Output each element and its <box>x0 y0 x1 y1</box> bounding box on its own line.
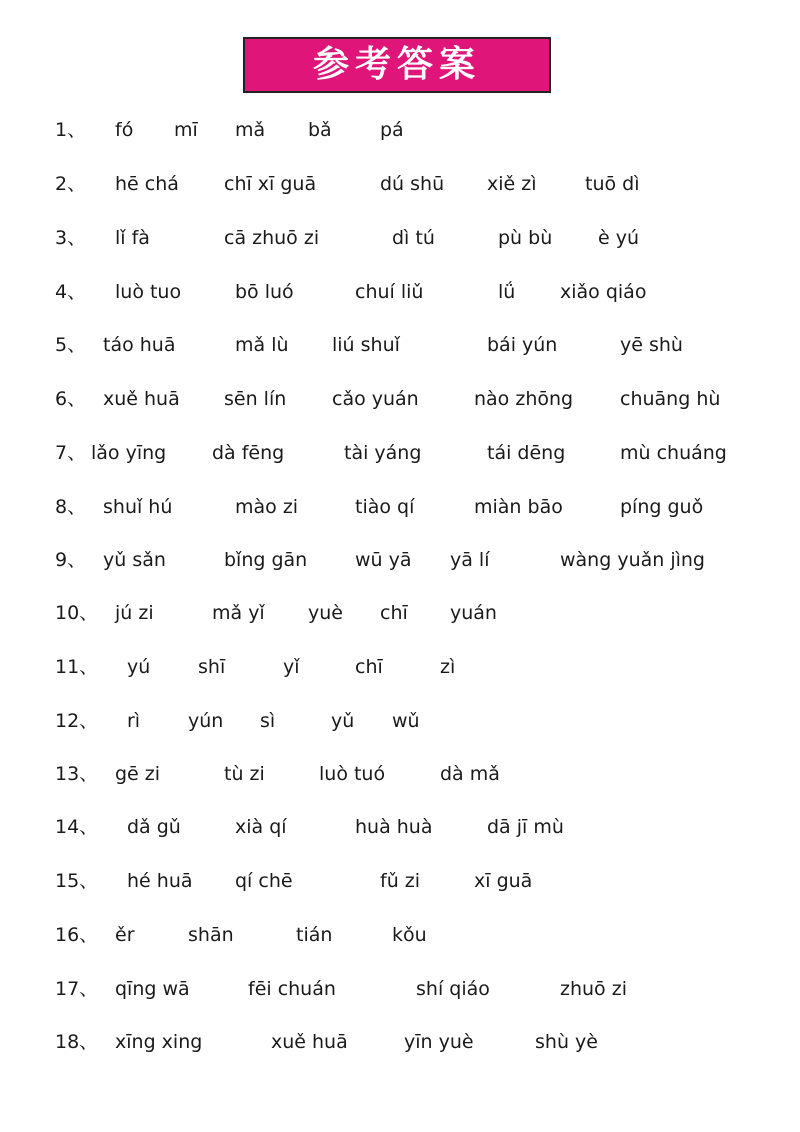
answer-row <box>0 652 800 682</box>
pinyin-item: hé huā <box>127 870 193 892</box>
pinyin-item: yún <box>188 710 224 732</box>
answer-number: 7、 <box>55 442 87 464</box>
pinyin-item: dà fēng <box>212 442 285 464</box>
pinyin-item: fēi chuán <box>248 978 336 1000</box>
pinyin-item: shù yè <box>535 1031 598 1053</box>
answer-number: 3、 <box>55 227 87 249</box>
answer-row <box>0 438 800 468</box>
pinyin-item: yē shù <box>620 334 683 356</box>
pinyin-item: tuō dì <box>585 173 640 195</box>
pinyin-item: hē chá <box>115 173 179 195</box>
pinyin-item: yuè <box>308 602 343 624</box>
pinyin-item: bō luó <box>235 281 294 303</box>
pinyin-item: zhuō zi <box>560 978 627 1000</box>
pinyin-item: xiě zì <box>487 173 537 195</box>
pinyin-item: bái yún <box>487 334 558 356</box>
answer-number: 16、 <box>55 924 99 946</box>
pinyin-item: shí qiáo <box>416 978 490 1000</box>
answer-row <box>0 223 800 253</box>
pinyin-item: tián <box>296 924 333 946</box>
pinyin-item: fǔ zi <box>380 870 421 892</box>
answer-row <box>0 1027 800 1057</box>
pinyin-item: shān <box>188 924 234 946</box>
pinyin-item: liú shuǐ <box>332 334 400 356</box>
pinyin-item: dì tú <box>392 227 435 249</box>
answer-number: 11、 <box>55 656 99 678</box>
answer-row <box>0 277 800 307</box>
pinyin-item: huà huà <box>355 816 433 838</box>
pinyin-item: xī guā <box>474 870 533 892</box>
answer-number: 17、 <box>55 978 99 1000</box>
pinyin-item: miàn bāo <box>474 496 563 518</box>
pinyin-item: yǔ <box>331 710 355 732</box>
answer-number: 15、 <box>55 870 99 892</box>
pinyin-item: kǒu <box>392 924 427 946</box>
answer-number: 8、 <box>55 496 87 518</box>
pinyin-item: luò tuó <box>319 763 386 785</box>
pinyin-item: mǎ yǐ <box>212 602 265 624</box>
answer-row <box>0 330 800 360</box>
pinyin-item: táo huā <box>103 334 176 356</box>
pinyin-item: xuě huā <box>271 1031 348 1053</box>
pinyin-item: xiǎo qiáo <box>560 281 647 303</box>
pinyin-item: sì <box>260 710 276 732</box>
pinyin-item: yā lí <box>450 549 490 571</box>
pinyin-item: chī xī guā <box>224 173 317 195</box>
pinyin-item: shī <box>198 656 226 678</box>
answer-row <box>0 759 800 789</box>
answer-key-title: 参考答案 <box>312 44 481 85</box>
pinyin-item: rì <box>127 710 141 732</box>
pinyin-item: dā jī mù <box>487 816 564 838</box>
pinyin-item: bǎ <box>308 119 332 141</box>
answer-number: 14、 <box>55 816 99 838</box>
pinyin-item: sēn lín <box>224 388 287 410</box>
pinyin-item: cǎo yuán <box>332 388 419 410</box>
pinyin-item: chuí liǔ <box>355 281 424 303</box>
answer-row <box>0 920 800 950</box>
pinyin-item: wǔ <box>392 710 420 732</box>
pinyin-item: dǎ gǔ <box>127 816 181 838</box>
answer-row <box>0 706 800 736</box>
pinyin-item: xuě huā <box>103 388 180 410</box>
pinyin-item: tù zi <box>224 763 265 785</box>
pinyin-item: tài yáng <box>344 442 422 464</box>
pinyin-item: yǐ <box>283 656 300 678</box>
answer-number: 13、 <box>55 763 99 785</box>
pinyin-item: tiào qí <box>355 496 415 518</box>
pinyin-item: gē zi <box>115 763 161 785</box>
pinyin-item: dà mǎ <box>440 763 500 785</box>
pinyin-item: zì <box>440 656 456 678</box>
pinyin-item: qīng wā <box>115 978 190 1000</box>
answer-row <box>0 866 800 896</box>
pinyin-item: wàng yuǎn jìng <box>560 549 705 571</box>
answer-row <box>0 598 800 628</box>
answer-row <box>0 492 800 522</box>
pinyin-item: wū yā <box>355 549 412 571</box>
pinyin-item: yǔ sǎn <box>103 549 166 571</box>
pinyin-item: xīng xing <box>115 1031 203 1053</box>
pinyin-item: mào zi <box>235 496 299 518</box>
pinyin-item: chī <box>355 656 383 678</box>
pinyin-item: mǎ <box>235 119 266 141</box>
answer-number: 4、 <box>55 281 87 303</box>
pinyin-item: jú zi <box>115 602 154 624</box>
pinyin-item: ěr <box>115 924 135 946</box>
pinyin-item: dú shū <box>380 173 445 195</box>
answer-number: 6、 <box>55 388 87 410</box>
pinyin-item: lǘ <box>498 281 516 303</box>
answer-row <box>0 169 800 199</box>
pinyin-item: luò tuo <box>115 281 182 303</box>
pinyin-item: shuǐ hú <box>103 496 173 518</box>
answer-number: 12、 <box>55 710 99 732</box>
answer-row <box>0 115 800 145</box>
answer-number: 9、 <box>55 549 87 571</box>
answer-number: 1、 <box>55 119 87 141</box>
answer-number: 2、 <box>55 173 87 195</box>
pinyin-item: pá <box>380 119 404 141</box>
pinyin-item: yú <box>127 656 151 678</box>
pinyin-item: tái dēng <box>487 442 566 464</box>
pinyin-item: è yú <box>598 227 640 249</box>
pinyin-item: chī <box>380 602 408 624</box>
pinyin-item: chuāng hù <box>620 388 721 410</box>
pinyin-item: xià qí <box>235 816 287 838</box>
answer-row <box>0 812 800 842</box>
answer-row <box>0 974 800 1004</box>
pinyin-item: yuán <box>450 602 497 624</box>
pinyin-item: pù bù <box>498 227 553 249</box>
pinyin-item: mǎ lù <box>235 334 289 356</box>
pinyin-item: yīn yuè <box>404 1031 474 1053</box>
pinyin-item: qí chē <box>235 870 293 892</box>
pinyin-item: mù chuáng <box>620 442 727 464</box>
pinyin-item: píng guǒ <box>620 496 704 518</box>
pinyin-item: lǐ fà <box>115 227 150 249</box>
pinyin-item: nào zhōng <box>474 388 574 410</box>
pinyin-item: mī <box>174 119 198 141</box>
answer-number: 10、 <box>55 602 99 624</box>
pinyin-item: cā zhuō zi <box>224 227 320 249</box>
pinyin-item: lǎo yīng <box>91 442 167 464</box>
answer-number: 18、 <box>55 1031 99 1053</box>
pinyin-item: bǐng gān <box>224 549 308 571</box>
answer-number: 5、 <box>55 334 87 356</box>
answer-row <box>0 545 800 575</box>
pinyin-item: fó <box>115 119 134 141</box>
answer-row <box>0 384 800 414</box>
